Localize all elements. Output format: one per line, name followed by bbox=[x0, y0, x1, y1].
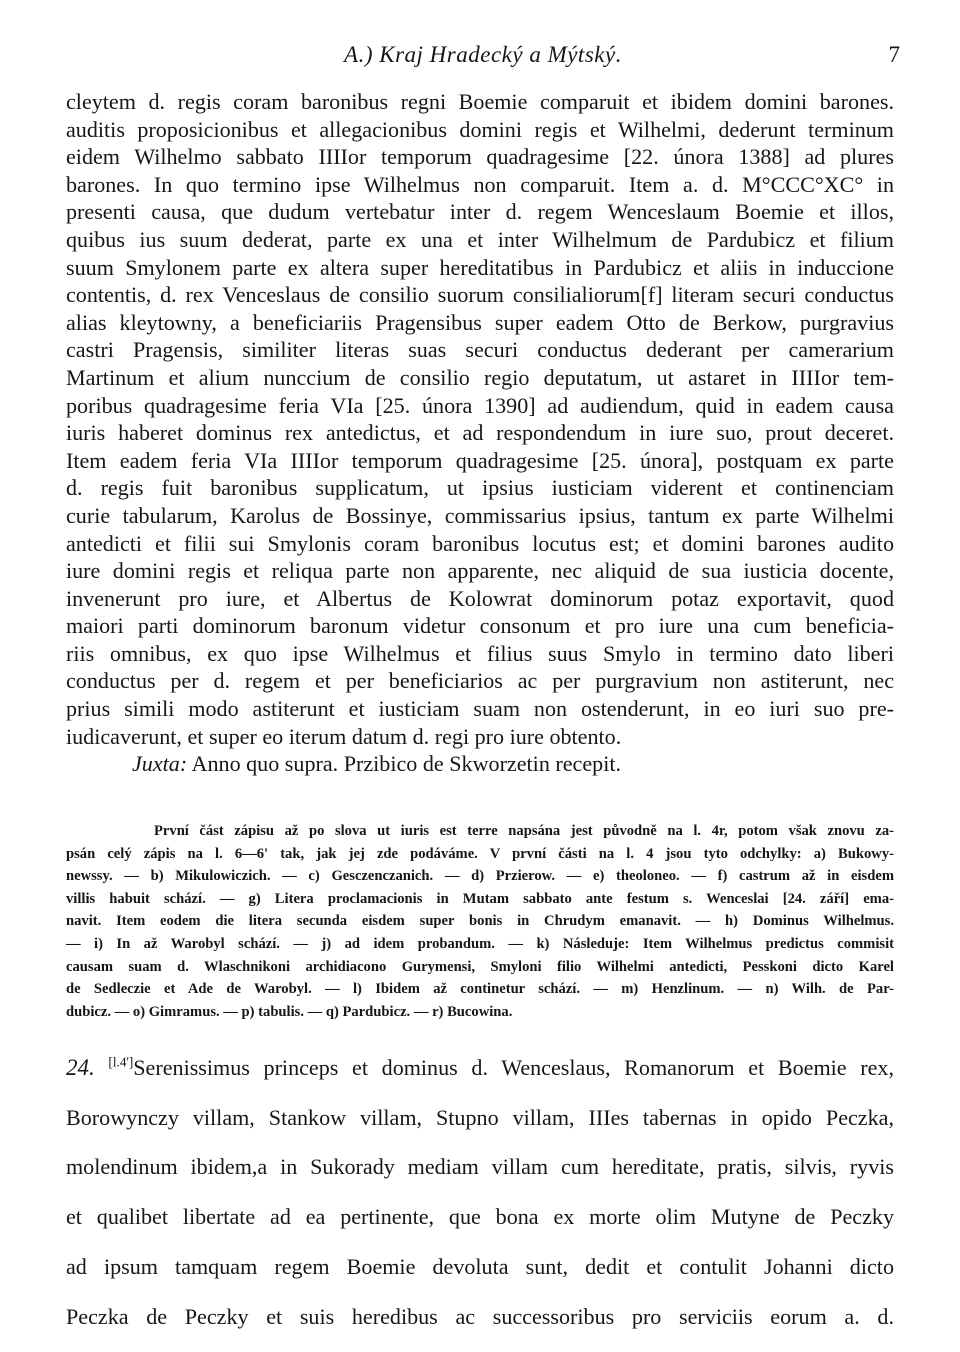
body-line: curie tabularum, Karolus de Bossinye, commissarius ipsius, tantum ex parte Wilhelmi bbox=[66, 502, 894, 528]
body-line: presenti causa, que dudum vertebatur inter d. regem Wenceslaum Boemie et illos, bbox=[66, 199, 894, 225]
charter-entry bbox=[66, 1032, 894, 1352]
charter-line: molendinum ibidem,a in Sukorady mediam villam cum hereditate, pratis, silvis, ryvis bbox=[66, 1154, 894, 1180]
footnote-line: de Sedleczie et Ade de Warobyl. — l) Ibidem až continetur schází. — m) Henzlinum. — n) Wilh. de Par- bbox=[66, 981, 894, 998]
charter-line bbox=[66, 1054, 894, 1082]
running-title: A.) Kraj Hradecký a Mýtský. bbox=[344, 42, 622, 67]
footnote-line: dubicz. — o) Gimramus. — p) tabulis. — q) Pardubicz. — r) Bucowina. bbox=[66, 1003, 513, 1020]
body-line: auditis proposicionibus et allegacionibus domini regis et Wilhelmi, dederunt terminum bbox=[66, 116, 894, 142]
charter-first-line: Serenissimus princeps et dominus d. Wenceslaus, Romanorum et Boemie rex, bbox=[133, 1055, 894, 1081]
body-line: iure domini regis et reliqua parte non apparente, nec aliquid de sua iusticia docente, bbox=[66, 558, 894, 584]
body-line: Item eadem feria VIa IIIIor temporum quadragesime [25. února], postquam ex parte bbox=[66, 447, 894, 473]
footnote-line: — i) In až Warobyl schází. — j) ad idem probandum. — k) Následuje: Item Wilhelmus predictus commisit bbox=[66, 935, 894, 952]
charter-line: et qualibet libertate ad ea pertinente, que bona ex morte olim Mutyne de Peczky bbox=[66, 1204, 894, 1230]
signature-line bbox=[66, 750, 894, 778]
footnote-line: navit. Item eodem die litera secunda eisdem super bonis in Chrudym emanavit. — h) Dominus Wilhelmus. bbox=[66, 913, 894, 930]
body-line: prius simili modo astiterunt et iusticiam suam non ostenderunt, in eo iuri suo pre- bbox=[66, 696, 894, 722]
body-line: iuris haberet dominus rex antedictus, et ad respondendum in iure suo, prout deceret. bbox=[66, 420, 894, 446]
charter-line: ad ipsum tamquam regem Boemie devoluta sunt, dedit et contulit Johanni dicto bbox=[66, 1253, 894, 1279]
charter-line: Peczka de Peczky et suis heredibus ac successoribus pro serviciis eorum a. d. bbox=[66, 1303, 894, 1329]
footnote-line: psán celý zápis na l. 6—6' tak, jak jej zde podáváme. V první části na l. 4 jsou tyto odchylky: a) Bukowy- bbox=[66, 845, 894, 862]
page-number: 7 bbox=[888, 42, 900, 67]
page-header bbox=[66, 40, 900, 80]
signature-text: Anno quo supra. Przibico de Skworzetin recepit. bbox=[191, 751, 622, 777]
folio-reference: [l.4'] bbox=[108, 1054, 134, 1070]
body-line: Martinum et alium nunccium de consilio regio deputatum, ut astaret in IIIIor tem- bbox=[66, 364, 894, 390]
body-line: cleytem d. regis coram baronibus regni Boemie comparuit et ibidem domini barones. bbox=[66, 89, 894, 114]
body-line: eidem Wilhelmo sabbato IIIIor temporum quadragesime [22. února 1388] ad plures bbox=[66, 144, 894, 170]
footnotes bbox=[66, 820, 894, 1023]
body-line: invenerunt pro iure, et Albertus de Kolowrat dominorum potaz exportavit, quod bbox=[66, 585, 894, 611]
body-line: contentis, d. rex Venceslaus de consilio suorum consilialiorum[f] literam securi conductus bbox=[66, 282, 894, 308]
body-line: riis omnibus, ex quo ipse Wilhelmus et filius suus Smylo in termino dato liberi bbox=[66, 640, 894, 666]
signature-label: Juxta: bbox=[132, 751, 188, 777]
body-line: iudicaverunt, et super eo iterum datum d. regi pro iure obtento. bbox=[66, 723, 622, 749]
footnote-line: newssy. — b) Mikulowiczich. — c) Gesczenczanich. — d) Przierow. — e) theoloneo. — f) castrum až in eisdem bbox=[66, 868, 894, 885]
charter-line: Borowynczy villam, Stankow villam, Stupno villam, IIIes tabernas in opido Peczka, bbox=[66, 1104, 894, 1130]
body-line: conductus per d. regem et per beneficiarios ac per purgravium non astiterunt, nec bbox=[66, 668, 894, 694]
body-line: quibus ius suum dederat, parte ex una et inter Wilhelmum de Pardubicz et filium bbox=[66, 226, 894, 252]
body-line: alias kleytowny, a beneficiariis Pragensibus super eadem Otto de Berkow, purgravius bbox=[66, 309, 894, 335]
footnote-line: villis habuit schází. — g) Litera proclamacionis in Mutam sabbato ante festum s. Wenceslai [24. září] ema- bbox=[66, 890, 894, 907]
body-line: suum Smylonem parte ex altera super hereditatibus in Pardubicz et aliis in induccione bbox=[66, 254, 894, 280]
body-line: maiori parti dominorum baronum videtur consonum et pro iure una cum beneficia- bbox=[66, 613, 894, 639]
body-line: castri Pragensis, similiter literas suas securi conductus dederant per camerarium bbox=[66, 337, 894, 363]
body-line: barones. In quo termino ipse Wilhelmus non comparuit. Item a. d. M°CCC°XC° in bbox=[66, 171, 894, 197]
footnote-line: causam suam d. Wlaschnikoni archidiacono Gurymensi, Smyloni filio Wilhelmi antedicti, Pesskoni dicto Karel bbox=[66, 958, 894, 975]
body-line: antedicti et filii sui Smylonis coram baronibus locutus est; et domini barones audito bbox=[66, 530, 894, 556]
charter-number: 24. bbox=[66, 1055, 95, 1081]
footnote-line: První část zápisu až po slova ut iuris est terre napsána jest původně na l. 4r, potom však znovu za- bbox=[154, 823, 894, 839]
body-text bbox=[66, 88, 894, 778]
body-line: poribus quadragesime feria VIa [25. února 1390] ad audiendum, quid in eadem causa bbox=[66, 392, 894, 418]
body-line: d. regis fuit baronibus supplicatum, ut ipsius iusticiam viderent et continenciam bbox=[66, 475, 894, 501]
